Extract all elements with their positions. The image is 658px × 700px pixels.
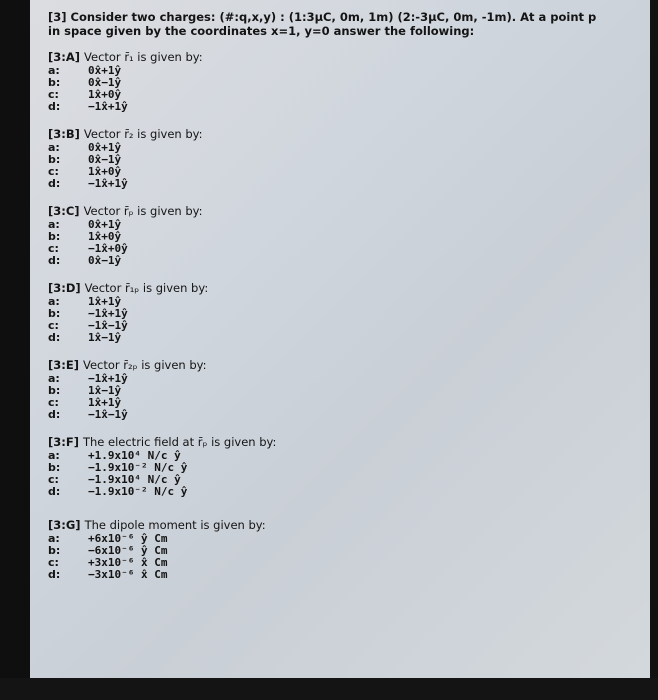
answer-option [48, 178, 650, 190]
option-value: 1x̂−1ŷ [88, 331, 122, 344]
question-text: Vector r̄₂ₚ is given by: [82, 358, 207, 372]
question-tag: [3:D] [48, 281, 81, 295]
option-value: +1.9x10⁴ N/c ŷ [88, 449, 181, 462]
question-section [48, 435, 650, 498]
question-heading [48, 204, 650, 218]
answer-option [48, 89, 650, 101]
option-letter: a: [48, 532, 60, 545]
question-tag: [3:A] [48, 50, 81, 64]
option-letter: d: [48, 254, 61, 267]
option-value: 1x̂−1ŷ [88, 384, 122, 397]
answer-option [48, 65, 650, 77]
question-tag: [3:F] [48, 435, 79, 449]
answer-option [48, 101, 650, 113]
question-text: Vector r̄₁ₚ is given by: [84, 281, 209, 295]
question-section [48, 127, 650, 190]
option-list [48, 219, 650, 267]
answer-option [48, 385, 650, 397]
answer-option [48, 397, 650, 409]
option-list [48, 450, 650, 498]
option-letter: b: [48, 76, 61, 89]
option-value: −1.9x10⁻² N/c ŷ [88, 485, 188, 498]
option-letter: c: [48, 556, 59, 569]
question-section [48, 281, 650, 344]
question-text: The dipole moment is given by: [84, 518, 266, 532]
question-text: Vector r̄ₚ is given by: [83, 204, 203, 218]
option-letter: c: [48, 88, 59, 101]
option-letter: c: [48, 319, 59, 332]
option-letter: c: [48, 473, 59, 486]
option-letter: b: [48, 461, 61, 474]
option-letter: a: [48, 449, 60, 462]
answer-option [48, 296, 650, 308]
question-heading [48, 127, 650, 141]
option-letter: d: [48, 100, 61, 113]
answer-option [48, 255, 650, 267]
question-tag: [3:E] [48, 358, 79, 372]
question-heading [48, 435, 650, 449]
option-value: 1x̂+0ŷ [88, 165, 122, 178]
bottom-dark-border [0, 678, 658, 700]
option-value: 0x̂+1ŷ [88, 64, 122, 77]
option-letter: d: [48, 568, 61, 581]
question-text: Vector r̄₂ is given by: [83, 127, 203, 141]
option-value: 0x̂−1ŷ [88, 153, 122, 166]
problem-sheet [30, 0, 650, 680]
option-list [48, 373, 650, 421]
answer-option [48, 320, 650, 332]
option-value: 0x̂+1ŷ [88, 141, 122, 154]
option-letter: d: [48, 485, 61, 498]
answer-option [48, 231, 650, 243]
answer-option [48, 77, 650, 89]
question-heading [48, 518, 650, 532]
answer-option [48, 243, 650, 255]
question-section [48, 358, 650, 421]
option-value: 1x̂+1ŷ [88, 295, 122, 308]
option-value: −6x10⁻⁶ ŷ Cm [88, 544, 168, 557]
option-value: 1x̂+1ŷ [88, 396, 122, 409]
option-value: 0x̂−1ŷ [88, 254, 122, 267]
answer-option [48, 569, 650, 581]
option-letter: b: [48, 384, 61, 397]
answer-option [48, 409, 650, 421]
option-value: −1x̂+1ŷ [88, 177, 128, 190]
answer-option [48, 332, 650, 344]
option-letter: c: [48, 165, 59, 178]
answer-option [48, 486, 650, 498]
option-letter: a: [48, 64, 60, 77]
option-value: −1x̂−1ŷ [88, 408, 128, 421]
answer-option [48, 373, 650, 385]
question-section [48, 518, 650, 581]
option-letter: b: [48, 307, 61, 320]
question-list [48, 50, 650, 581]
option-letter: a: [48, 218, 60, 231]
answer-option [48, 142, 650, 154]
option-letter: c: [48, 396, 59, 409]
option-letter: c: [48, 242, 59, 255]
option-value: −3x10⁻⁶ x̂ Cm [88, 568, 168, 581]
option-letter: a: [48, 141, 60, 154]
option-letter: d: [48, 177, 61, 190]
problem-intro: [3] Consider two charges: (#:q,x,y) : (1:3μC, 0m, 1m) (2:-3μC, 0m, -1m). At a point p in space given by the coordinates x=1, y=0 answer the following: [48, 10, 597, 38]
option-value: −1.9x10⁴ N/c ŷ [88, 473, 181, 486]
option-value: −1x̂+1ŷ [88, 307, 128, 320]
option-letter: d: [48, 331, 61, 344]
option-list [48, 533, 650, 581]
answer-option [48, 166, 650, 178]
option-value: +3x10⁻⁶ x̂ Cm [88, 556, 168, 569]
question-section [48, 50, 650, 113]
question-text: The electric field at r̄ₚ is given by: [82, 435, 277, 449]
right-dark-border [650, 0, 658, 700]
option-list [48, 65, 650, 113]
option-list [48, 296, 650, 344]
option-letter: b: [48, 544, 61, 557]
option-letter: a: [48, 372, 60, 385]
option-value: −1x̂+1ŷ [88, 372, 128, 385]
option-value: 0x̂+1ŷ [88, 218, 122, 231]
left-dark-border [0, 0, 30, 700]
question-heading [48, 358, 650, 372]
option-value: −1x̂+1ŷ [88, 100, 128, 113]
answer-option [48, 308, 650, 320]
option-letter: b: [48, 230, 61, 243]
option-value: +6x10⁻⁶ ŷ Cm [88, 532, 168, 545]
question-tag: [3:C] [48, 204, 80, 218]
question-heading [48, 50, 650, 64]
question-tag: [3:G] [48, 518, 81, 532]
question-heading [48, 281, 650, 295]
answer-option [48, 154, 650, 166]
option-letter: a: [48, 295, 60, 308]
option-letter: b: [48, 153, 61, 166]
option-value: −1.9x10⁻² N/c ŷ [88, 461, 188, 474]
option-letter: d: [48, 408, 61, 421]
option-value: −1x̂−1ŷ [88, 319, 128, 332]
option-value: 1x̂+0ŷ [88, 88, 122, 101]
option-value: 1x̂+0ŷ [88, 230, 122, 243]
option-value: 0x̂−1ŷ [88, 76, 122, 89]
option-value: −1x̂+0ŷ [88, 242, 128, 255]
question-tag: [3:B] [48, 127, 80, 141]
question-section [48, 204, 650, 267]
option-list [48, 142, 650, 190]
question-text: Vector r̄₁ is given by: [84, 50, 203, 64]
answer-option [48, 219, 650, 231]
